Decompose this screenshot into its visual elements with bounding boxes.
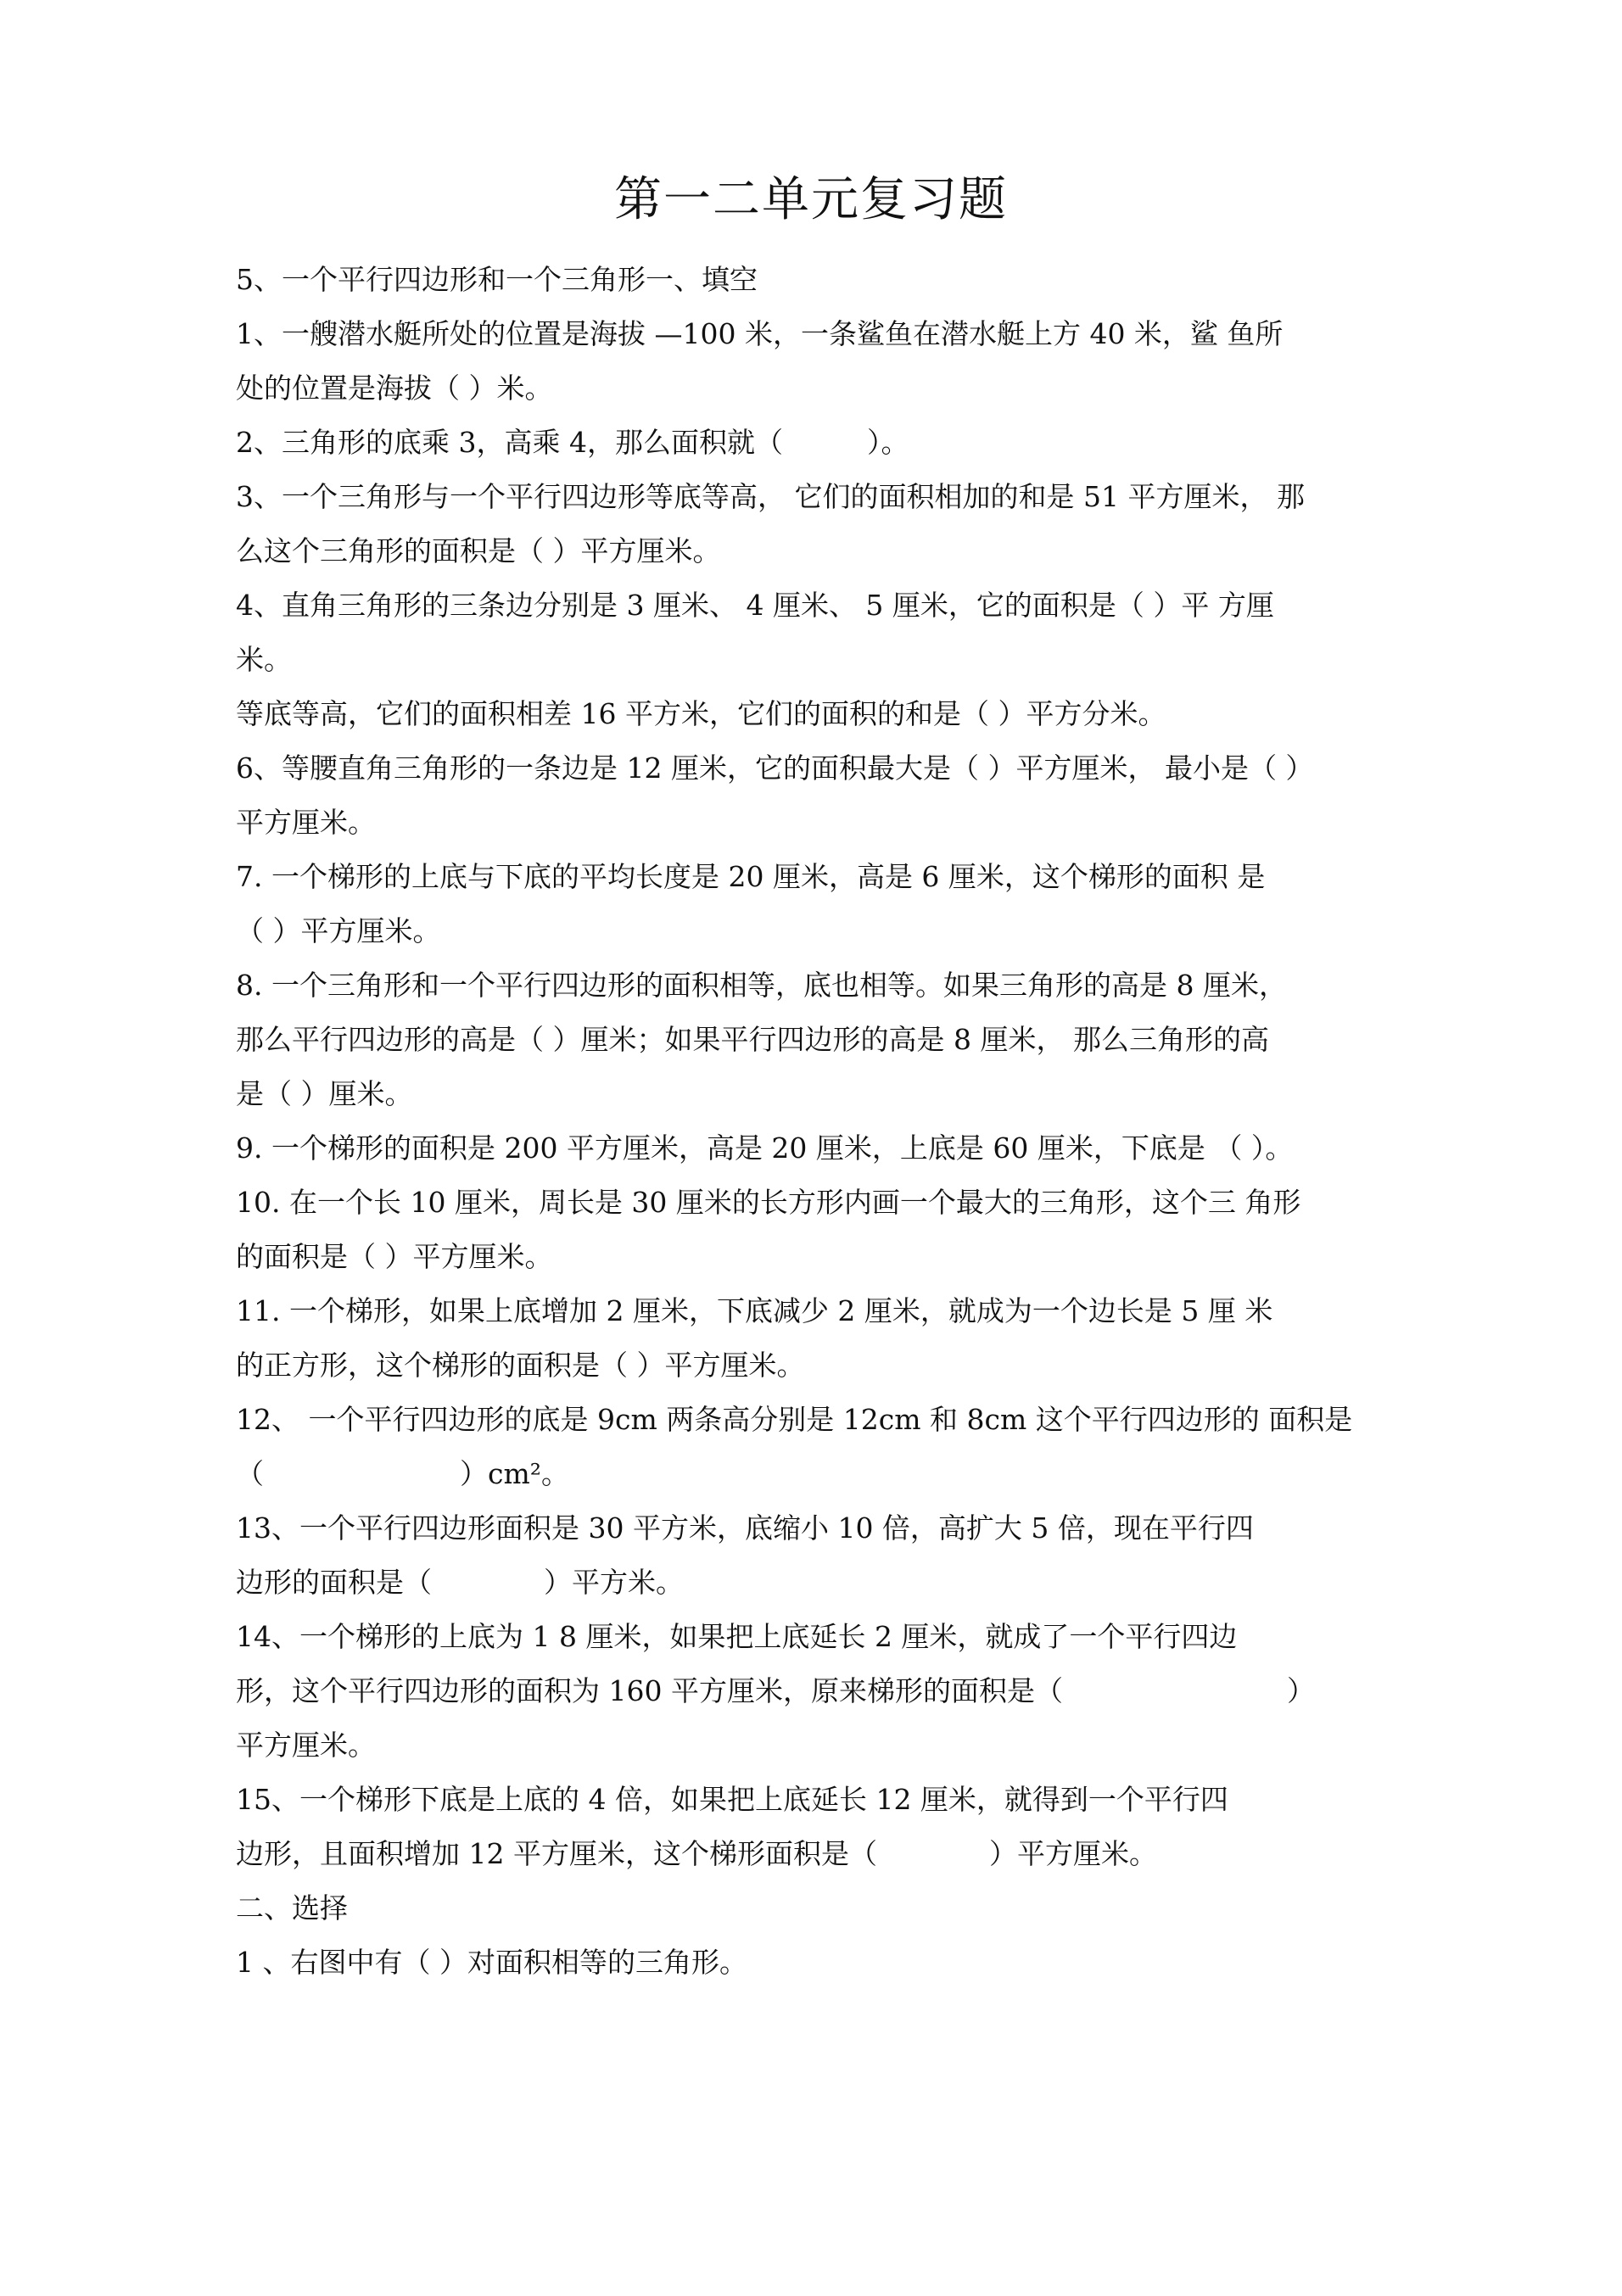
text-line: 7. 一个梯形的上底与下底的平均长度是 20 厘米，高是 6 厘米，这个梯形的面积 是 — [236, 860, 1266, 893]
text-line: 9. 一个梯形的面积是 200 平方厘米，高是 20 厘米，上底是 60 厘米，下底是 （ ）。 — [236, 1131, 1294, 1165]
text-line: 的面积是（ ）平方厘米。 — [236, 1240, 553, 1273]
text-line: 等底等高，它们的面积相差 16 平方米，它们的面积的和是（ ）平方分米。 — [236, 697, 1166, 730]
text-line: 1 、右图中有（ ）对面积相等的三角形。 — [236, 1946, 747, 1979]
text-line: 3、一个三角形与一个平行四边形等底等高， 它们的面积相加的和是 51 平方厘米， 那 — [236, 480, 1305, 513]
text-line: 处的位置是海拔（ ）米。 — [236, 371, 553, 405]
text-line: 6、等腰直角三角形的一条边是 12 厘米，它的面积最大是（ ）平方厘米， 最小是（ ） — [236, 751, 1314, 785]
page-title: 第一二单元复习题 — [614, 172, 1008, 227]
text-line: 15、一个梯形下底是上底的 4 倍，如果把上底延长 12 厘米，就得到一个平行四 — [236, 1783, 1228, 1816]
text-line: 么这个三角形的面积是（ ）平方厘米。 — [236, 534, 721, 567]
text-line: 2、三角形的底乘 3，高乘 4，那么面积就（ ）。 — [236, 426, 909, 459]
text-line: 边形的面积是（ ）平方米。 — [236, 1566, 684, 1599]
text-line: 形，这个平行四边形的面积为 160 平方厘米，原来梯形的面积是（ ） — [236, 1674, 1315, 1707]
text-line: 边形，且面积增加 12 平方厘米，这个梯形面积是（ ）平方厘米。 — [236, 1837, 1157, 1870]
text-line: 米。 — [236, 643, 292, 676]
text-line: 8. 一个三角形和一个平行四边形的面积相等，底也相等。如果三角形的高是 8 厘米， — [236, 969, 1287, 1002]
text-line: 二、选择 — [236, 1891, 348, 1925]
text-line: 的正方形，这个梯形的面积是（ ）平方厘米。 — [236, 1349, 805, 1382]
text-line: 是（ ）厘米。 — [236, 1077, 413, 1110]
text-line: 那么平行四边形的高是（ ）厘米；如果平行四边形的高是 8 厘米， 那么三角形的高 — [236, 1023, 1269, 1056]
text-line: 14、一个梯形的上底为 1 8 厘米，如果把上底延长 2 厘米，就成了一个平行四边 — [236, 1620, 1238, 1653]
text-line: 12、 一个平行四边形的底是 9cm 两条高分别是 12cm 和 8cm 这个平行四边形的 面积是 — [236, 1403, 1353, 1436]
text-line: 10. 在一个长 10 厘米，周长是 30 厘米的长方形内画一个最大的三角形，这个三 角形 — [236, 1186, 1301, 1219]
text-line: 13、一个平行四边形面积是 30 平方米，底缩小 10 倍，高扩大 5 倍，现在平行四 — [236, 1511, 1254, 1545]
text-line: 11. 一个梯形，如果上底增加 2 厘米，下底减少 2 厘米，就成为一个边长是 5 厘 米 — [236, 1294, 1273, 1327]
text-line: 5、一个平行四边形和一个三角形一、填空 — [236, 263, 758, 296]
text-line: （ ）平方厘米。 — [236, 914, 441, 947]
document-body — [236, 253, 1398, 1990]
text-line: （ ）cm²。 — [236, 1457, 570, 1490]
text-line: 平方厘米。 — [236, 806, 376, 839]
text-line: 4、直角三角形的三条边分别是 3 厘米、 4 厘米、 5 厘米，它的面积是（ ）平 方厘 — [236, 589, 1274, 622]
text-line: 1、一艘潜水艇所处的位置是海拔 —100 米，一条鲨鱼在潜水艇上方 40 米，鲨 鱼所 — [236, 317, 1284, 350]
text-line: 平方厘米。 — [236, 1729, 376, 1762]
